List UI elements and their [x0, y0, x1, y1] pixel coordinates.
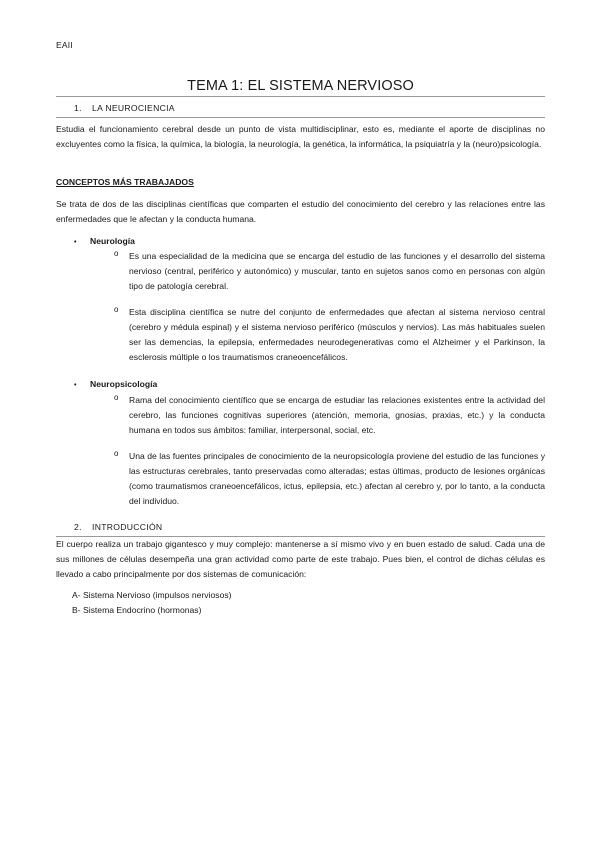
sub-item-text: Rama del conocimiento científico que se encarga de estudiar las relaciones existentes entre la actividad del cerebro, las funciones cognitivas superiores (atención, memoria, gnosias, praxias, etc.) y la conducta humana en todos sus ámbitos: familiar, interpersonal, social, etc.: [129, 395, 545, 435]
circle-bullet-icon: o: [114, 449, 119, 458]
sub-item-text: Esta disciplina científica se nutre del conjunto de enfermedades que afectan al sistema nervioso central (cerebro y médula espinal) y el sistema nervioso periférico (músculos y nervios). Las más habituales suelen ser las demencias, la epilepsia, enfermedades neurodegenerativas como el Alzheimer y el Parkinson, la esclerosis múltiple o los traumatismos craneoencefálicos.: [129, 307, 545, 362]
sub-item-text: Una de las fuentes principales de conocimiento de la neuropsicología proviene del estudio de las funciones y las estructuras cerebrales, tanto preservadas como alteradas; estas últimas, producto de lesiones orgánicas (como traumatismos craneoencefálicos, ictus, epilepsia, etc.) afectan al cerebro y, por lo tanto, a la conducta del individuo.: [129, 451, 545, 506]
concepts-intro: Se trata de dos de las disciplinas científicas que comparten el estudio del conocimiento del cerebro y las relaciones entre las enfermedades que le afectan y la conducta humana.: [56, 199, 545, 224]
bullet-neurologia: [74, 236, 135, 246]
title-divider: [56, 96, 545, 97]
introduccion-paragraph: El cuerpo realiza un trabajo gigantesco y muy complejo: mantenerse a sí mismo vivo y en buen estado de salud. Cada una de sus millones de células desempeña una gran actividad como parte de este trabajo. Pues bien, el control de dichas células es llevado a cabo principalmente por dos sistemas de comunicación:: [56, 539, 545, 579]
section-divider: [56, 117, 545, 118]
list-item: B- Sistema Endocrino (hormonas): [72, 605, 202, 615]
neurociencia-paragraph: Estudia el funcionamiento cerebral desde un punto de vista multidisciplinar, esto es, mediante el aporte de disciplinas no excluyentes como la física, la química, la biología, la neurología, la genética, la informática, la psiquiatría y la (neuro)psicología.: [56, 124, 545, 149]
section-heading-introduccion: [74, 522, 162, 532]
list-item: A- Sistema Nervioso (impulsos nerviosos): [72, 590, 232, 600]
section-number: 2.: [74, 522, 82, 532]
bullet-label: Neurología: [90, 236, 135, 246]
bullet-label: Neuropsicología: [90, 379, 158, 389]
bullet-icon: •: [74, 239, 77, 246]
sub-item-text: Es una especialidad de la medicina que se encarga del estudio de las funciones y el desarrollo del sistema nervioso (central, periférico y autonómico) y muscular, tanto en sujetos sanos como en personas con algún tipo de patología cerebral.: [129, 251, 545, 291]
section-title: LA NEUROCIENCIA: [92, 103, 175, 113]
section-number: 1.: [74, 103, 82, 113]
page-title: TEMA 1: EL SISTEMA NERVIOSO: [187, 78, 414, 94]
section-title: INTRODUCCIÓN: [92, 522, 163, 532]
circle-bullet-icon: o: [114, 393, 119, 402]
header-label: EAII: [56, 40, 73, 50]
bullet-icon: •: [74, 382, 77, 389]
bullet-neuropsicologia: [74, 379, 157, 389]
circle-bullet-icon: o: [114, 249, 119, 258]
circle-bullet-icon: o: [114, 305, 119, 314]
concepts-heading: CONCEPTOS MÁS TRABAJADOS: [56, 177, 194, 187]
section-heading-neurociencia: [74, 103, 175, 113]
